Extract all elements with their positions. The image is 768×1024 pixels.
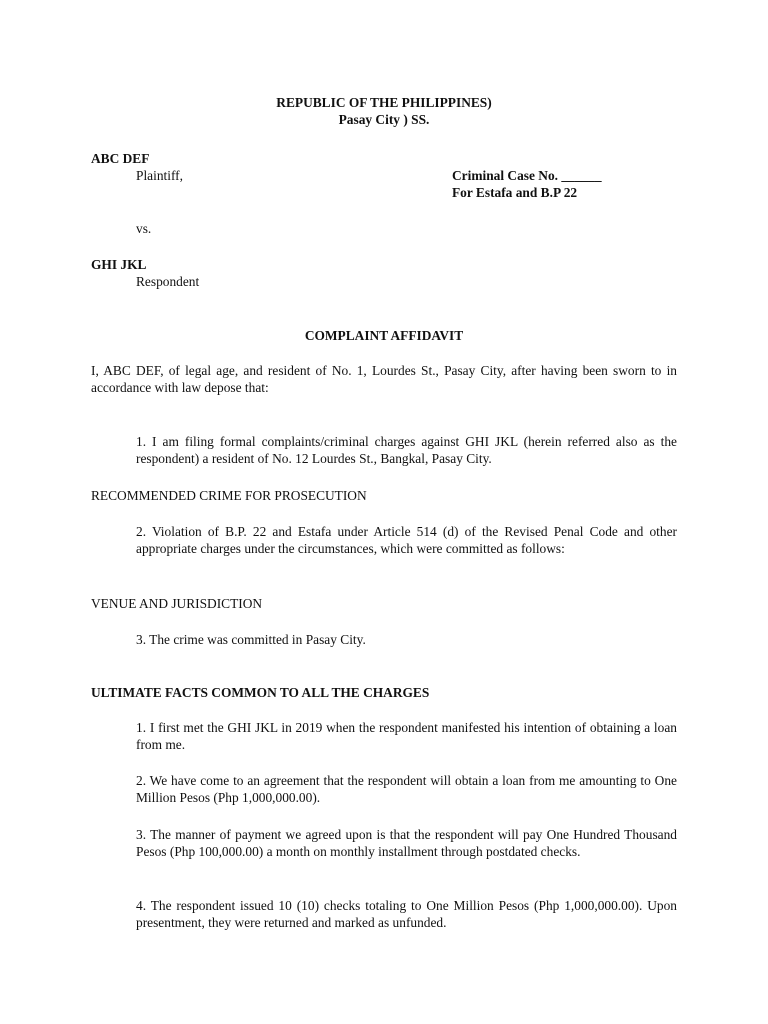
charge-paragraph: 1. I am filing formal complaints/criminal charges against GHI JKL (herein referred also as the respondent) a resident of No. 12 Lourdes St., Bangkal, Pasay City. bbox=[136, 434, 677, 466]
intro-paragraph: I, ABC DEF, of legal age, and resident of No. 1, Lourdes St., Pasay City, after having been sworn to in accordance with law depose that: bbox=[91, 363, 677, 395]
fact-paragraph: 3. The manner of payment we agreed upon is that the respondent will pay One Hundred Thousand Pesos (Php 100,000.00) a month on monthly installment through postdated checks. bbox=[136, 827, 677, 859]
fact-paragraph: 4. The respondent issued 10 (10) checks totaling to One Million Pesos (Php 1,000,000.00). Upon presentment, they were returned and marked as unfunded. bbox=[136, 898, 677, 930]
respondent-name: GHI JKL bbox=[91, 257, 147, 272]
section-heading-crime: RECOMMENDED CRIME FOR PROSECUTION bbox=[91, 488, 367, 503]
section-heading-facts: ULTIMATE FACTS COMMON TO ALL THE CHARGES bbox=[91, 685, 430, 700]
respondent-label: Respondent bbox=[136, 274, 200, 289]
fact-paragraph: 1. I first met the GHI JKL in 2019 when the respondent manifested his intention of obtaining a loan from me. bbox=[136, 720, 677, 752]
city-venue-line: Pasay City ) SS. bbox=[338, 112, 430, 127]
venue-paragraph: 3. The crime was committed in Pasay City. bbox=[136, 632, 366, 647]
versus-label: vs. bbox=[136, 221, 152, 236]
fact-paragraph: 2. We have come to an agreement that the respondent will obtain a loan from me amounting to One Million Pesos (Php 1,000,000.00). bbox=[136, 773, 677, 805]
section-heading-venue: VENUE AND JURISDICTION bbox=[91, 596, 263, 611]
republic-line: REPUBLIC OF THE PHILIPPINES) bbox=[276, 95, 492, 110]
plaintiff-name: ABC DEF bbox=[91, 151, 150, 166]
case-for-label: For Estafa and B.P 22 bbox=[452, 185, 578, 200]
crime-paragraph: 2. Violation of B.P. 22 and Estafa under Article 514 (d) of the Revised Penal Code and other appropriate charges under the circumstances, which were committed as follows: bbox=[136, 524, 677, 556]
case-number-label: Criminal Case No. ______ bbox=[452, 168, 602, 183]
document-title: COMPLAINT AFFIDAVIT bbox=[304, 328, 464, 343]
plaintiff-label: Plaintiff, bbox=[136, 168, 183, 183]
